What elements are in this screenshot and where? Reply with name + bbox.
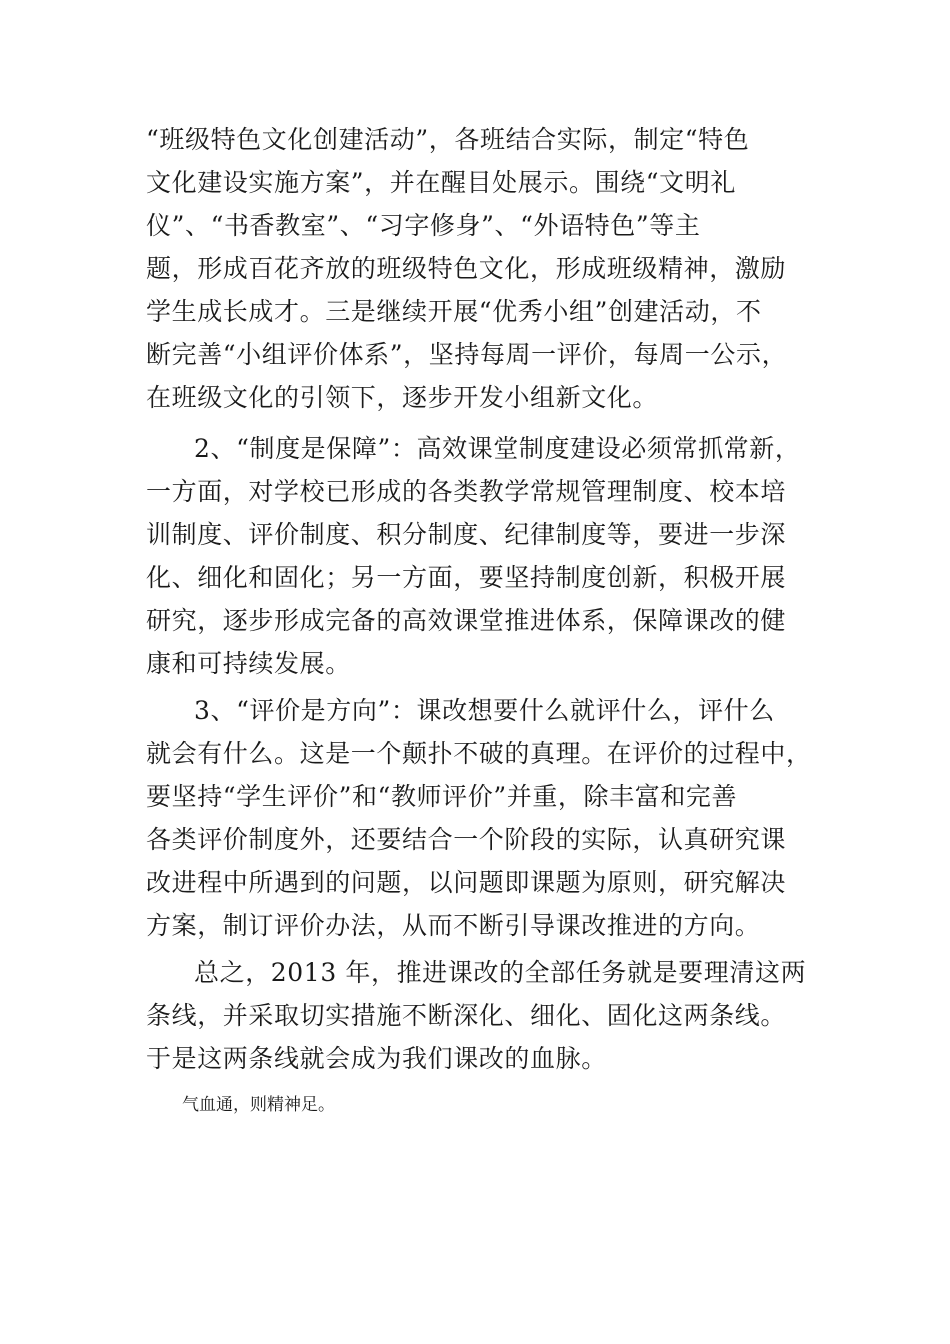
- text-line: 断完善“小组评价体系”，坚持每周一评价，每周一公示，: [146, 340, 788, 369]
- text-line: 改进程中所遇到的问题，以问题即课题为原则，研究解决: [146, 868, 787, 897]
- text-line: 化、细化和固化；另一方面，要坚持制度创新，积极开展: [146, 563, 787, 592]
- text-line: 文化建设实施方案”，并在醒目处展示。围绕“文明礼: [146, 168, 736, 197]
- text-line: 题，形成百花齐放的班级特色文化，形成班级精神，激励: [146, 254, 787, 283]
- text-line: 各类评价制度外，还要结合一个阶段的实际，认真研究课: [146, 825, 787, 854]
- text-line: 研究，逐步形成完备的高效课堂推进体系，保障课改的健: [146, 606, 787, 635]
- text-line: 就会有什么。这是一个颠扑不破的真理。在评价的过程中，: [146, 739, 812, 768]
- text-line: 于是这两条线就会成为我们课改的血脉。: [146, 1044, 607, 1073]
- paragraph-4-first-line: 总之，2013 年，推进课改的全部任务就是要理清这两: [194, 958, 807, 987]
- text-line: 康和可持续发展。: [146, 649, 351, 678]
- text-line: 在班级文化的引领下，逐步开发小组新文化。: [146, 383, 659, 412]
- text-line: 训制度、评价制度、积分制度、纪律制度等，要进一步深: [146, 520, 787, 549]
- text-line: 要坚持“学生评价”和“教师评价”并重，除丰富和完善: [146, 782, 738, 811]
- text-line: “班级特色文化创建活动”，各班结合实际，制定“特色: [146, 125, 750, 154]
- closing-line: 气血通，则精神足。: [182, 1095, 335, 1115]
- text-line: 条线，并采取切实措施不断深化、细化、固化这两条线。: [146, 1001, 787, 1030]
- text-line: 方案，制订评价办法，从而不断引导课改推进的方向。: [146, 911, 761, 940]
- text-line: 学生成长成才。三是继续开展“优秀小组”创建活动，不: [146, 297, 762, 326]
- text-line: 仪”、“书香教室”、“习字修身”、“外语特色”等主: [146, 211, 701, 240]
- paragraph-3-first-line: 3、“评价是方向”：课改想要什么就评什么，评什么: [194, 696, 775, 725]
- text-line: 一方面，对学校已形成的各类教学常规管理制度、校本培: [146, 477, 787, 506]
- paragraph-2-first-line: 2、“制度是保障”：高效课堂制度建设必须常抓常新，: [194, 434, 801, 463]
